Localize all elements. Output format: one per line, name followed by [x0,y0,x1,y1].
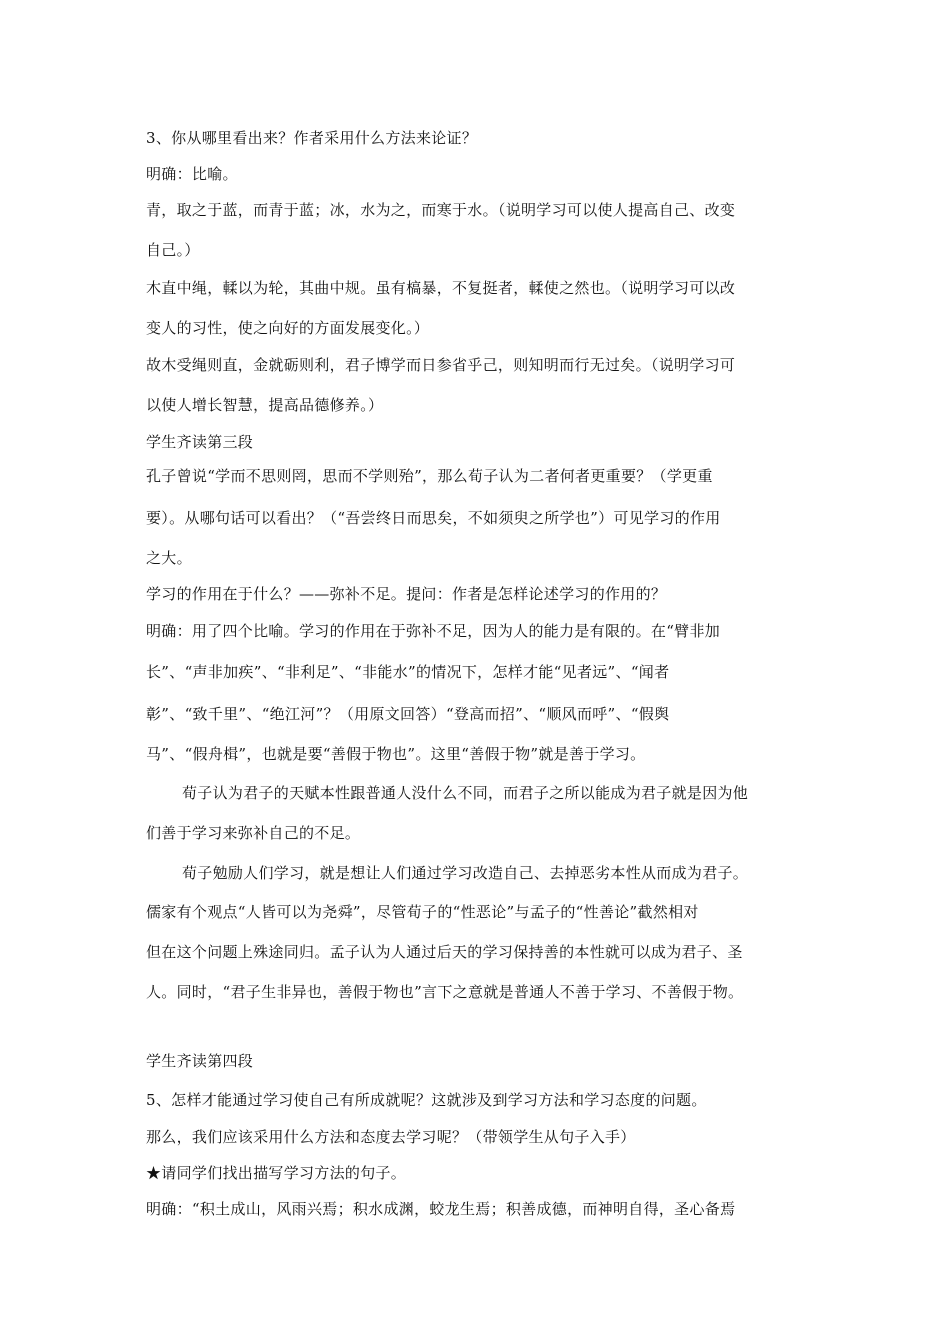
answer-accumulation: 明确：“积土成山，风雨兴焉；积水成渊，蛟龙生焉；积善成德，而神明自得，圣心备焉 [146,1200,736,1218]
confucius-line-1: 孔子曾说“学而不思则罔，思而不学则殆”，那么荀子认为二者何者更重要？（学更重 [146,467,713,485]
quote-rope-line-1: 故木受绳则直，金就砺则利，君子博学而日参省乎己，则知明而行无过矣。（说明学习可 [146,356,736,374]
metaphor-line-1: 明确：用了四个比喻。学习的作用在于弥补不足，因为人的能力是有限的。在“臂非加 [146,622,721,640]
junzi-paragraph-line-1: 荀子认为君子的天赋本性跟普通人没什么不同，而君子之所以能成为君子就是因为他 [182,784,749,802]
junzi-paragraph-line-2: 们善于学习来弥补自己的不足。 [146,824,361,842]
quote-wood-line-2: 变人的习性，使之向好的方面发展变化。） [146,319,430,337]
xunzi-paragraph-line-2: 儒家有个观点“人皆可以为尧舜”，尽管荀子的“性恶论”与孟子的“性善论”截然相对 [146,903,699,921]
task-star-line: ★请同学们找出描写学习方法的句子。 [146,1164,407,1182]
quote-rope-line-2: 以使人增长智慧，提高品德修养。） [146,396,384,414]
quote-wood-line-1: 木直中绳，輮以为轮，其曲中规。虽有槁暴，不复挺者，輮使之然也。（说明学习可以改 [146,279,736,297]
xunzi-paragraph-line-3: 但在这个问题上殊途同归。孟子认为人通过后天的学习保持善的本性就可以成为君子、圣 [146,943,743,961]
xunzi-paragraph-line-4: 人。同时，“君子生非异也，善假于物也”言下之意就是普通人不善于学习、不善假于物。 [146,983,744,1001]
confucius-line-3: 之大。 [146,549,192,567]
method-question: 那么，我们应该采用什么方法和态度去学习呢？（带领学生从句子入手） [146,1128,636,1146]
question-5: 5、怎样才能通过学习使自己有所成就呢？这就涉及到学习方法和学习态度的问题。 [146,1091,707,1109]
role-question: 学习的作用在于什么？——弥补不足。提问：作者是怎样论述学习的作用的？ [146,585,667,603]
metaphor-line-2: 长”、“声非加疾”、“非利足”、“非能水”的情况下，怎样才能“见者远”、“闻者 [146,663,670,681]
question-3: 3、你从哪里看出来？作者采用什么方法来论证？ [146,129,478,147]
xunzi-paragraph-line-1: 荀子勉励人们学习，就是想让人们通过学习改造自己、去掉恶劣本性从而成为君子。 [182,864,749,882]
section-heading-4: 学生齐读第四段 [146,1052,254,1070]
quote-blue-line-2: 自己。） [146,241,200,259]
metaphor-line-4: 马”、“假舟楫”，也就是要“善假于物也”。这里“善假于物”就是善于学习。 [146,745,646,763]
confucius-line-2: 要）。从哪句话可以看出？（“吾尝终日而思矣，不如须臾之所学也”）可见学习的作用 [146,509,721,527]
metaphor-line-3: 彰”、“致千里”、“绝江河”？（用原文回答）“登高而招”、“顺风而呼”、“假舆 [146,705,670,723]
section-heading-3: 学生齐读第三段 [146,433,254,451]
quote-blue-line-1: 青，取之于蓝，而青于蓝；冰，水为之，而寒于水。（说明学习可以使人提高自己、改变 [146,201,736,219]
answer-metaphor: 明确：比喻。 [146,165,238,183]
